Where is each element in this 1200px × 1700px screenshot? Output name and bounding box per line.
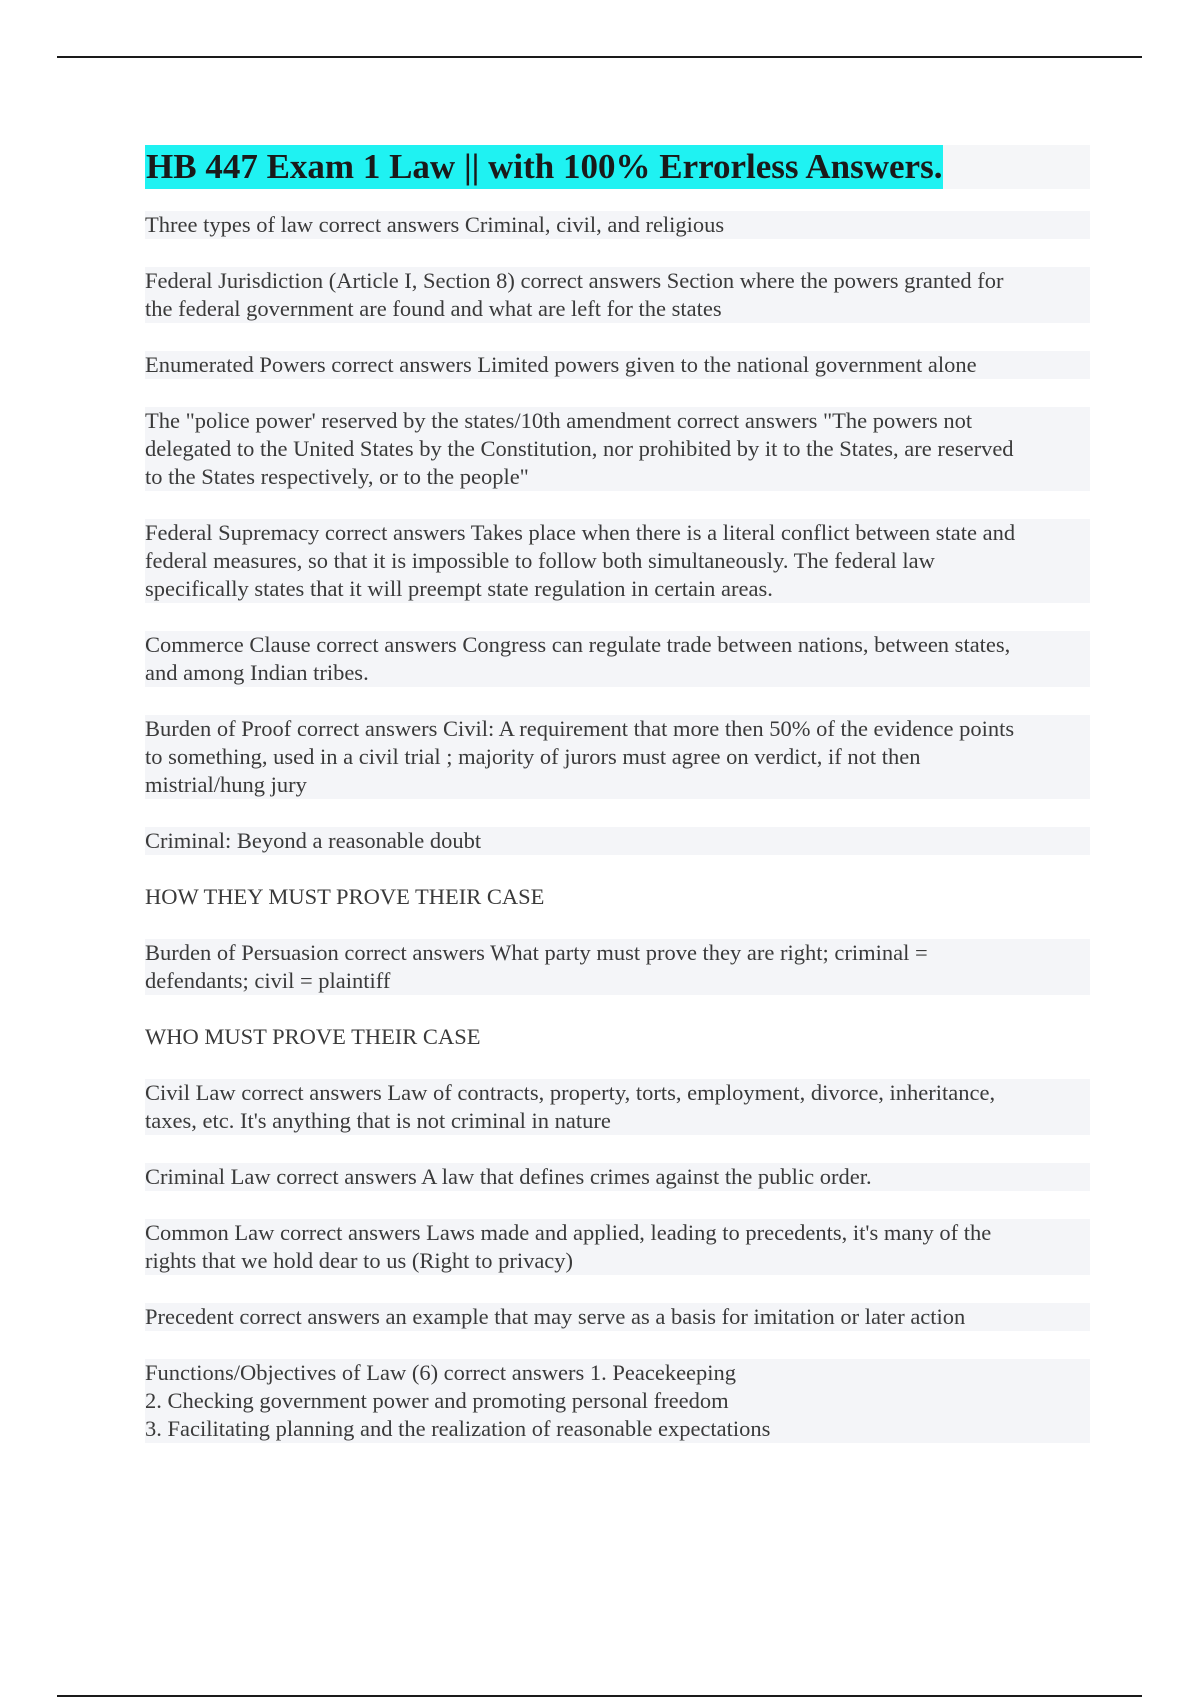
bottom-rule [57,1695,1142,1697]
text-line: and among Indian tribes. [145,659,1090,687]
text-line: Civil Law correct answers Law of contracts, property, torts, employment, divorce, inheritance, [145,1079,1090,1107]
text-line: Three types of law correct answers Criminal, civil, and religious [145,211,1090,239]
text-line: Enumerated Powers correct answers Limited powers given to the national government alone [145,351,1090,379]
text-line: taxes, etc. It's anything that is not criminal in nature [145,1107,1090,1135]
qa-enumerated-powers [145,351,1090,379]
text-line: Burden of Persuasion correct answers What party must prove they are right; criminal = [145,939,1090,967]
qa-burden-of-proof [145,715,1090,799]
text-line: Federal Jurisdiction (Article I, Section 8) correct answers Section where the powers granted for [145,267,1090,295]
text-line: Commerce Clause correct answers Congress can regulate trade between nations, between states, [145,631,1090,659]
document-title: HB 447 Exam 1 Law || with 100% Errorless Answers. [145,145,943,189]
text-line: Criminal: Beyond a reasonable doubt [145,827,1090,855]
text-line: rights that we hold dear to us (Right to privacy) [145,1247,1090,1275]
qa-who-prove [145,1023,1090,1051]
text-line: mistrial/hung jury [145,771,1090,799]
top-rule [57,56,1142,58]
qa-police-power [145,407,1090,491]
qa-common-law [145,1219,1090,1275]
qa-federal-supremacy [145,519,1090,603]
text-line: delegated to the United States by the Constitution, nor prohibited by it to the States, are reserved [145,435,1090,463]
qa-how-prove [145,883,1090,911]
qa-precedent [145,1303,1090,1331]
text-line: WHO MUST PROVE THEIR CASE [145,1024,481,1049]
text-line: HOW THEY MUST PROVE THEIR CASE [145,884,545,909]
text-line: to something, used in a civil trial ; majority of jurors must agree on verdict, if not then [145,743,1090,771]
text-line: the federal government are found and what are left for the states [145,295,1090,323]
qa-criminal-doubt [145,827,1090,855]
text-line: Burden of Proof correct answers Civil: A requirement that more then 50% of the evidence points [145,715,1090,743]
text-line: 3. Facilitating planning and the realization of reasonable expectations [145,1415,1090,1443]
text-line: Precedent correct answers an example that may serve as a basis for imitation or later action [145,1303,1090,1331]
text-line: Criminal Law correct answers A law that defines crimes against the public order. [145,1163,1090,1191]
text-line: Common Law correct answers Laws made and applied, leading to precedents, it's many of the [145,1219,1090,1247]
text-line: to the States respectively, or to the people" [145,463,1090,491]
text-line: Federal Supremacy correct answers Takes place when there is a literal conflict between state and [145,519,1090,547]
text-line: 2. Checking government power and promoting personal freedom [145,1387,1090,1415]
qa-criminal-law [145,1163,1090,1191]
title-band [145,145,1090,189]
text-line: specifically states that it will preempt state regulation in certain areas. [145,575,1090,603]
text-line: Functions/Objectives of Law (6) correct answers 1. Peacekeeping [145,1359,1090,1387]
qa-three-types [145,211,1090,239]
document-body [145,145,1090,1471]
text-line: federal measures, so that it is impossible to follow both simultaneously. The federal law [145,547,1090,575]
qa-burden-of-persuasion [145,939,1090,995]
qa-civil-law [145,1079,1090,1135]
qa-federal-jurisdiction [145,267,1090,323]
text-line: defendants; civil = plaintiff [145,967,1090,995]
text-line: The "police power' reserved by the states/10th amendment correct answers "The powers not [145,407,1090,435]
qa-commerce-clause [145,631,1090,687]
qa-functions-of-law [145,1359,1090,1443]
